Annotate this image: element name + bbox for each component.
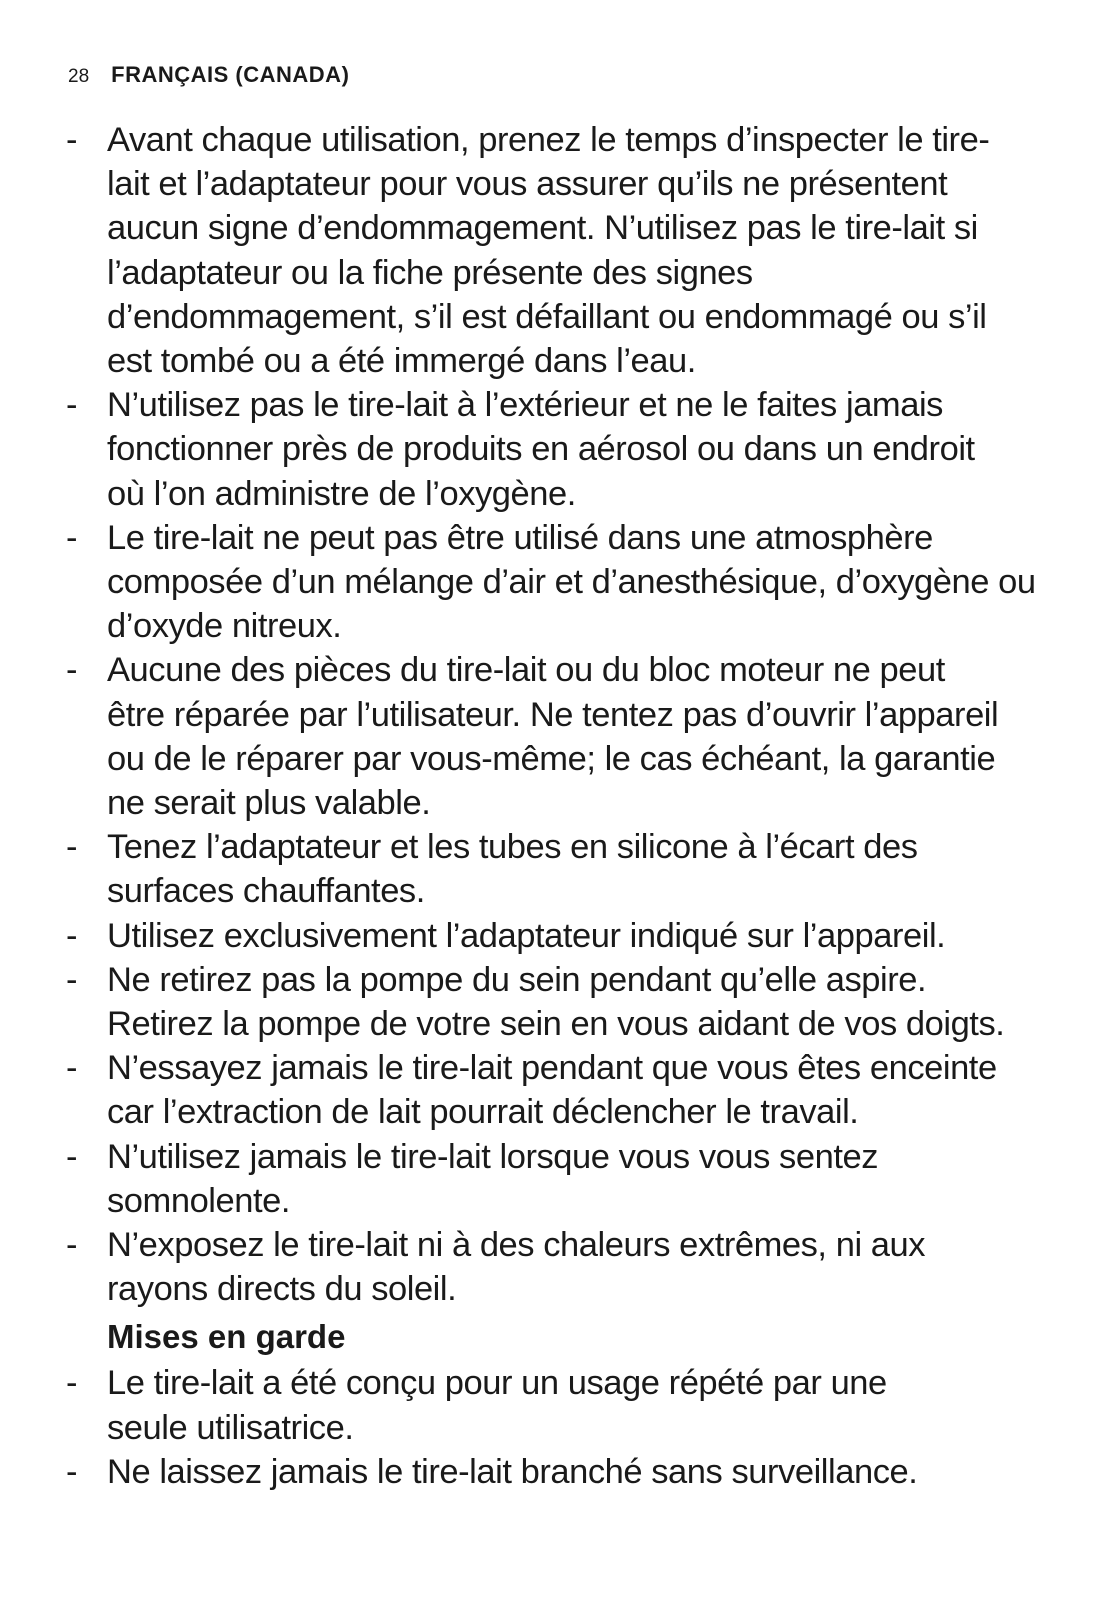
list-item — [66, 958, 1066, 1046]
text-line: N’exposez le tire-lait ni à des chaleurs extrêmes, ni aux — [107, 1226, 926, 1265]
bullet-dash: - — [66, 1049, 78, 1088]
list-item-text — [107, 825, 1066, 913]
text-line: aucun signe d’endommagement. N’utilisez pas le tire-lait si — [107, 209, 978, 248]
page-header — [68, 62, 349, 92]
text-line: seule utilisatrice. — [107, 1408, 354, 1447]
safety-list — [66, 118, 1066, 1311]
text-line: ne serait plus valable. — [107, 784, 431, 823]
text-line: Retirez la pompe de votre sein en vous aidant de vos doigts. — [107, 1005, 1005, 1044]
bullet-dash: - — [66, 1226, 78, 1265]
bullet-dash: - — [66, 916, 78, 955]
text-line: l’adaptateur ou la fiche présente des signes — [107, 253, 753, 292]
text-line: Le tire-lait ne peut pas être utilisé dans une atmosphère — [107, 518, 933, 557]
list-item-text — [107, 516, 1066, 649]
bullet-dash: - — [66, 828, 78, 867]
list-item-text — [107, 383, 1066, 516]
text-line: d’endommagement, s’il est défaillant ou endommagé ou s’il — [107, 297, 987, 336]
bullet-dash: - — [66, 1452, 78, 1491]
list-item — [66, 1046, 1066, 1134]
bullet-dash: - — [66, 121, 78, 159]
text-line: fonctionner près de produits en aérosol ou dans un endroit — [107, 430, 975, 469]
list-item — [66, 914, 1066, 958]
list-item — [66, 1361, 1066, 1449]
text-line: somnolente. — [107, 1181, 290, 1220]
bullet-dash: - — [66, 651, 78, 690]
subheading-mises-en-garde: Mises en garde — [107, 1318, 346, 1356]
text-line: être réparée par l’utilisateur. Ne tentez pas d’ouvrir l’appareil — [107, 695, 999, 734]
list-item — [66, 383, 1066, 516]
list-item-text — [107, 914, 1066, 958]
text-line: Tenez l’adaptateur et les tubes en silicone à l’écart des — [107, 828, 918, 867]
page-number: 28 — [68, 66, 90, 87]
list-item — [66, 648, 1066, 825]
bullet-dash: - — [66, 960, 78, 999]
text-line: lait et l’adaptateur pour vous assurer qu’ils ne présentent — [107, 165, 948, 204]
list-item — [66, 825, 1066, 913]
text-line: surfaces chauffantes. — [107, 872, 425, 911]
list-item — [66, 118, 1066, 383]
list-item-text — [107, 1361, 1066, 1449]
list-item — [66, 1135, 1066, 1223]
text-line: N’utilisez jamais le tire-lait lorsque vous vous sentez — [107, 1137, 878, 1176]
text-line: N’utilisez pas le tire-lait à l’extérieur et ne le faites jamais — [107, 386, 943, 425]
list-item — [66, 1223, 1066, 1311]
text-line: composée d’un mélange d’air et d’anesthésique, d’oxygène ou — [107, 563, 1036, 602]
text-line: ou de le réparer par vous-même; le cas échéant, la garantie — [107, 739, 996, 778]
bullet-dash: - — [66, 386, 78, 425]
list-item — [66, 516, 1066, 649]
bullet-dash: - — [66, 1364, 78, 1403]
list-item — [66, 1450, 1066, 1494]
text-line: Ne laissez jamais le tire-lait branché sans surveillance. — [107, 1452, 918, 1491]
list-item-text — [107, 958, 1066, 1046]
list-item-text — [107, 1046, 1066, 1134]
section-title: FRANÇAIS (CANADA) — [111, 62, 350, 87]
text-line: N’essayez jamais le tire-lait pendant que vous êtes enceinte — [107, 1049, 997, 1088]
text-line: Avant chaque utilisation, prenez le temps d’inspecter le tire- — [107, 121, 990, 159]
text-line: Aucune des pièces du tire-lait ou du bloc moteur ne peut — [107, 651, 945, 690]
list-item-text — [107, 648, 1066, 825]
text-line: d’oxyde nitreux. — [107, 607, 342, 646]
list-item-text — [107, 1450, 1066, 1494]
list-item-text — [107, 1135, 1066, 1223]
text-line: rayons directs du soleil. — [107, 1270, 457, 1309]
caution-list — [66, 1361, 1066, 1494]
text-line: Le tire-lait a été conçu pour un usage répété par une — [107, 1364, 887, 1403]
page-content — [66, 118, 1066, 1494]
text-line: est tombé ou a été immergé dans l’eau. — [107, 342, 696, 381]
text-line: Utilisez exclusivement l’adaptateur indiqué sur l’appareil. — [107, 916, 946, 955]
text-line: où l’on administre de l’oxygène. — [107, 474, 576, 513]
list-item-text — [107, 1223, 1066, 1311]
text-line: Ne retirez pas la pompe du sein pendant qu’elle aspire. — [107, 960, 927, 999]
list-item-text — [107, 118, 1066, 383]
bullet-dash: - — [66, 1137, 78, 1176]
bullet-dash: - — [66, 518, 78, 557]
text-line: car l’extraction de lait pourrait déclencher le travail. — [107, 1093, 859, 1132]
